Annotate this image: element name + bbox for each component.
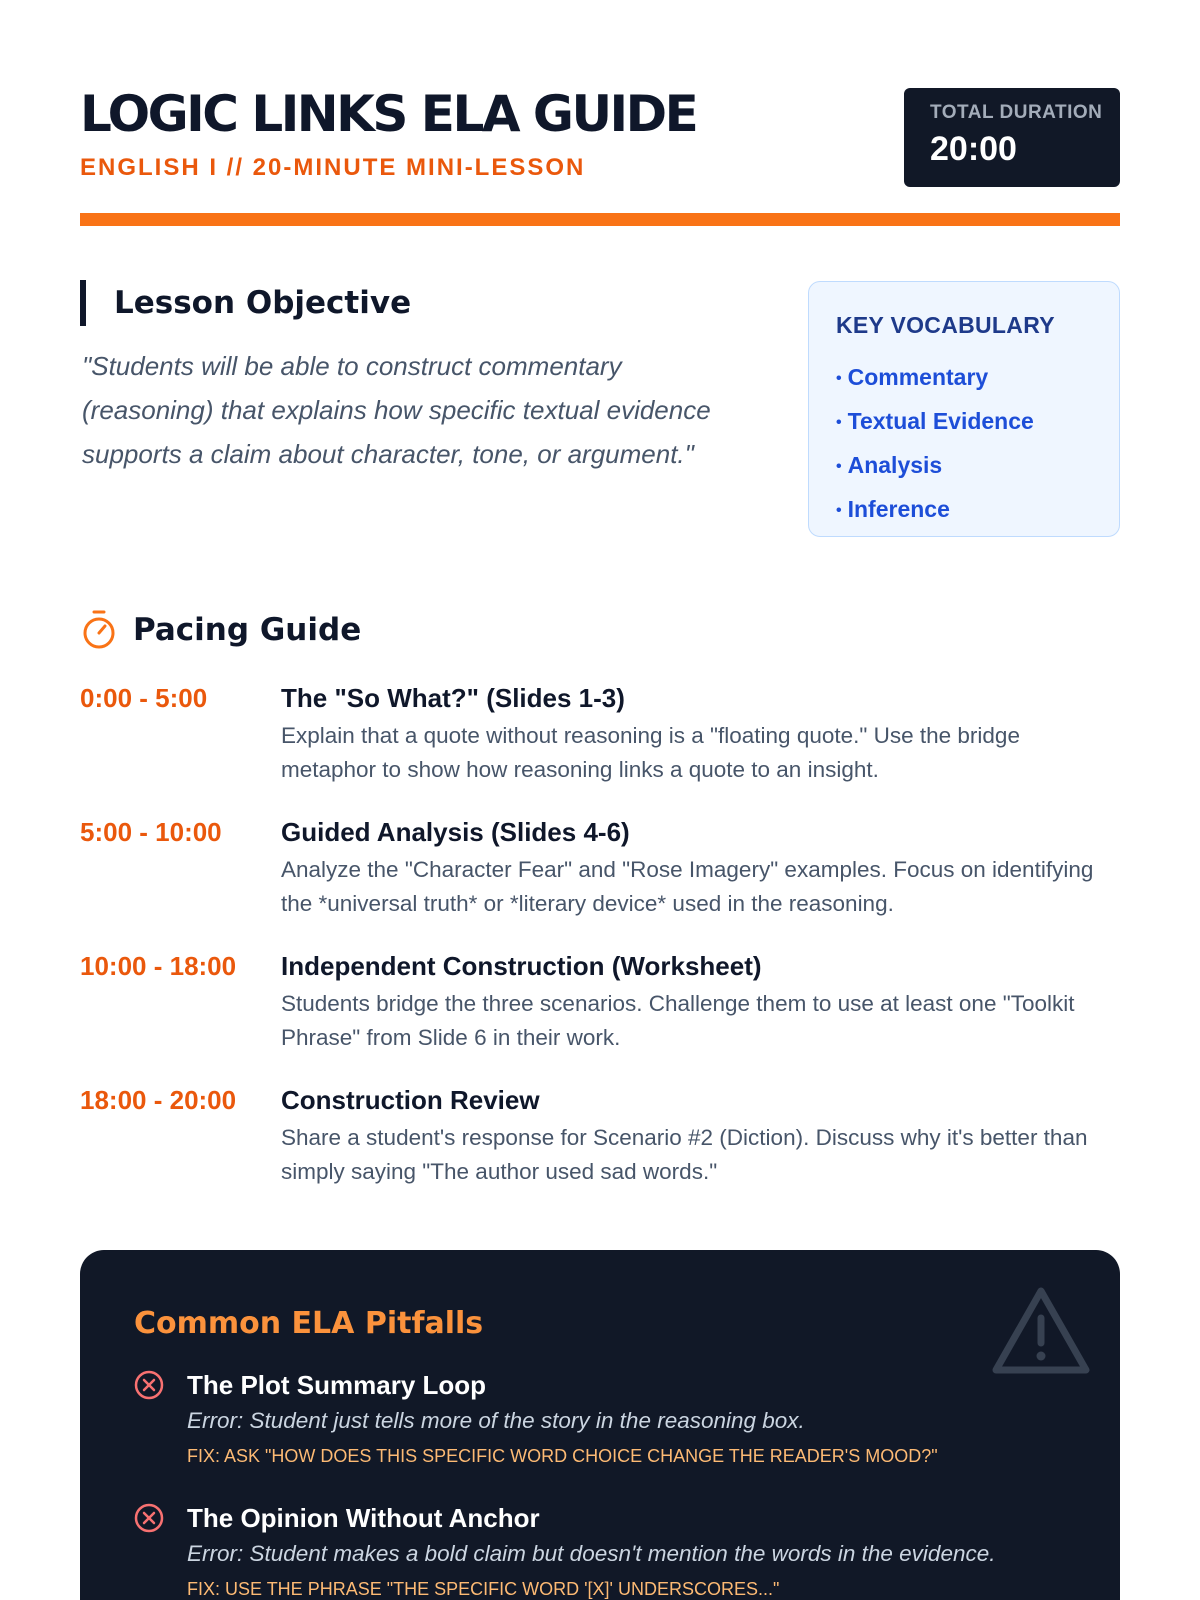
pacing-heading: Pacing Guide <box>133 612 362 648</box>
step-description: Analyze the "Character Fear" and "Rose Imagery" examples. Focus on identifying the *universal truth* or *literary device* used in the reasoning. <box>281 857 1094 916</box>
pitfall-fix: FIX: ASK "HOW DOES THIS SPECIFIC WORD CHOICE CHANGE THE READER'S MOOD?" <box>187 1446 938 1466</box>
timeline-row <box>80 812 1120 946</box>
vocabulary-item: • Textual Evidence <box>836 408 1034 434</box>
vocabulary-item: • Analysis <box>836 452 943 478</box>
pitfall-title: The Opinion Without Anchor <box>187 1503 540 1533</box>
common-pitfalls-card <box>80 1250 1120 1600</box>
page-subtitle: ENGLISH I // 20-MINUTE MINI-LESSON <box>80 154 586 181</box>
timeline-row <box>80 1080 1120 1214</box>
lesson-objective-section <box>80 280 760 476</box>
pitfall-title: The Plot Summary Loop <box>187 1370 487 1400</box>
bullet-icon: • <box>836 458 842 475</box>
step-description: Students bridge the three scenarios. Challenge them to use at least one "Toolkit Phrase" from Slide 6 in their work. <box>281 991 1075 1050</box>
step-description: Share a student's response for Scenario #2 (Diction). Discuss why it's better than simply saying "The author used sad words." <box>281 1125 1088 1184</box>
heading-accent-bar <box>80 280 86 326</box>
step-title: Construction Review <box>281 1085 540 1115</box>
bullet-icon: • <box>836 502 842 519</box>
bullet-icon: • <box>836 370 842 387</box>
objective-text: "Students will be able to construct commentary (reasoning) that explains how specific textual evidence supports a claim about character, tone, or argument." <box>82 351 711 469</box>
step-title: Independent Construction (Worksheet) <box>281 951 762 981</box>
vocabulary-title: KEY VOCABULARY <box>836 312 1055 338</box>
vocabulary-item: • Commentary <box>836 364 989 390</box>
step-time: 5:00 - 10:00 <box>80 817 222 847</box>
timeline-row <box>80 678 1120 812</box>
total-duration-badge <box>904 88 1120 187</box>
x-circle-icon <box>134 1370 164 1400</box>
pacing-guide-section <box>80 600 1120 1214</box>
pacing-timeline <box>80 678 1120 1214</box>
page-title: LOGIC LINKS ELA GUIDE <box>80 85 697 143</box>
vocabulary-item: • Inference <box>836 496 950 522</box>
pitfall-fix: FIX: USE THE PHRASE "THE SPECIFIC WORD '[X]' UNDERSCORES..." <box>187 1579 780 1599</box>
duration-label: TOTAL DURATION <box>930 102 1103 123</box>
step-title: Guided Analysis (Slides 4-6) <box>281 817 630 847</box>
pitfall-error: Error: Student just tells more of the story in the reasoning box. <box>187 1408 805 1433</box>
bullet-icon: • <box>836 414 842 431</box>
step-description: Explain that a quote without reasoning is a "floating quote." Use the bridge metaphor to show how reasoning links a quote to an insight. <box>281 723 1020 782</box>
pitfalls-heading: Common ELA Pitfalls <box>134 1306 484 1341</box>
step-time: 10:00 - 18:00 <box>80 951 237 981</box>
lesson-guide-page <box>80 0 1120 1600</box>
key-vocabulary-card <box>808 281 1120 537</box>
step-title: The "So What?" (Slides 1-3) <box>281 683 625 713</box>
objective-heading: Lesson Objective <box>114 285 412 321</box>
x-circle-icon <box>134 1503 164 1533</box>
vocabulary-list <box>836 357 1092 533</box>
pitfall-error: Error: Student makes a bold claim but doesn't mention the words in the evidence. <box>187 1541 996 1566</box>
step-time: 18:00 - 20:00 <box>80 1085 237 1115</box>
header-divider <box>80 213 1120 226</box>
step-time: 0:00 - 5:00 <box>80 683 208 713</box>
stopwatch-icon <box>80 608 118 652</box>
header <box>80 84 1120 194</box>
warning-icon <box>991 1285 1091 1377</box>
duration-value: 20:00 <box>930 130 1017 168</box>
timeline-row <box>80 946 1120 1080</box>
